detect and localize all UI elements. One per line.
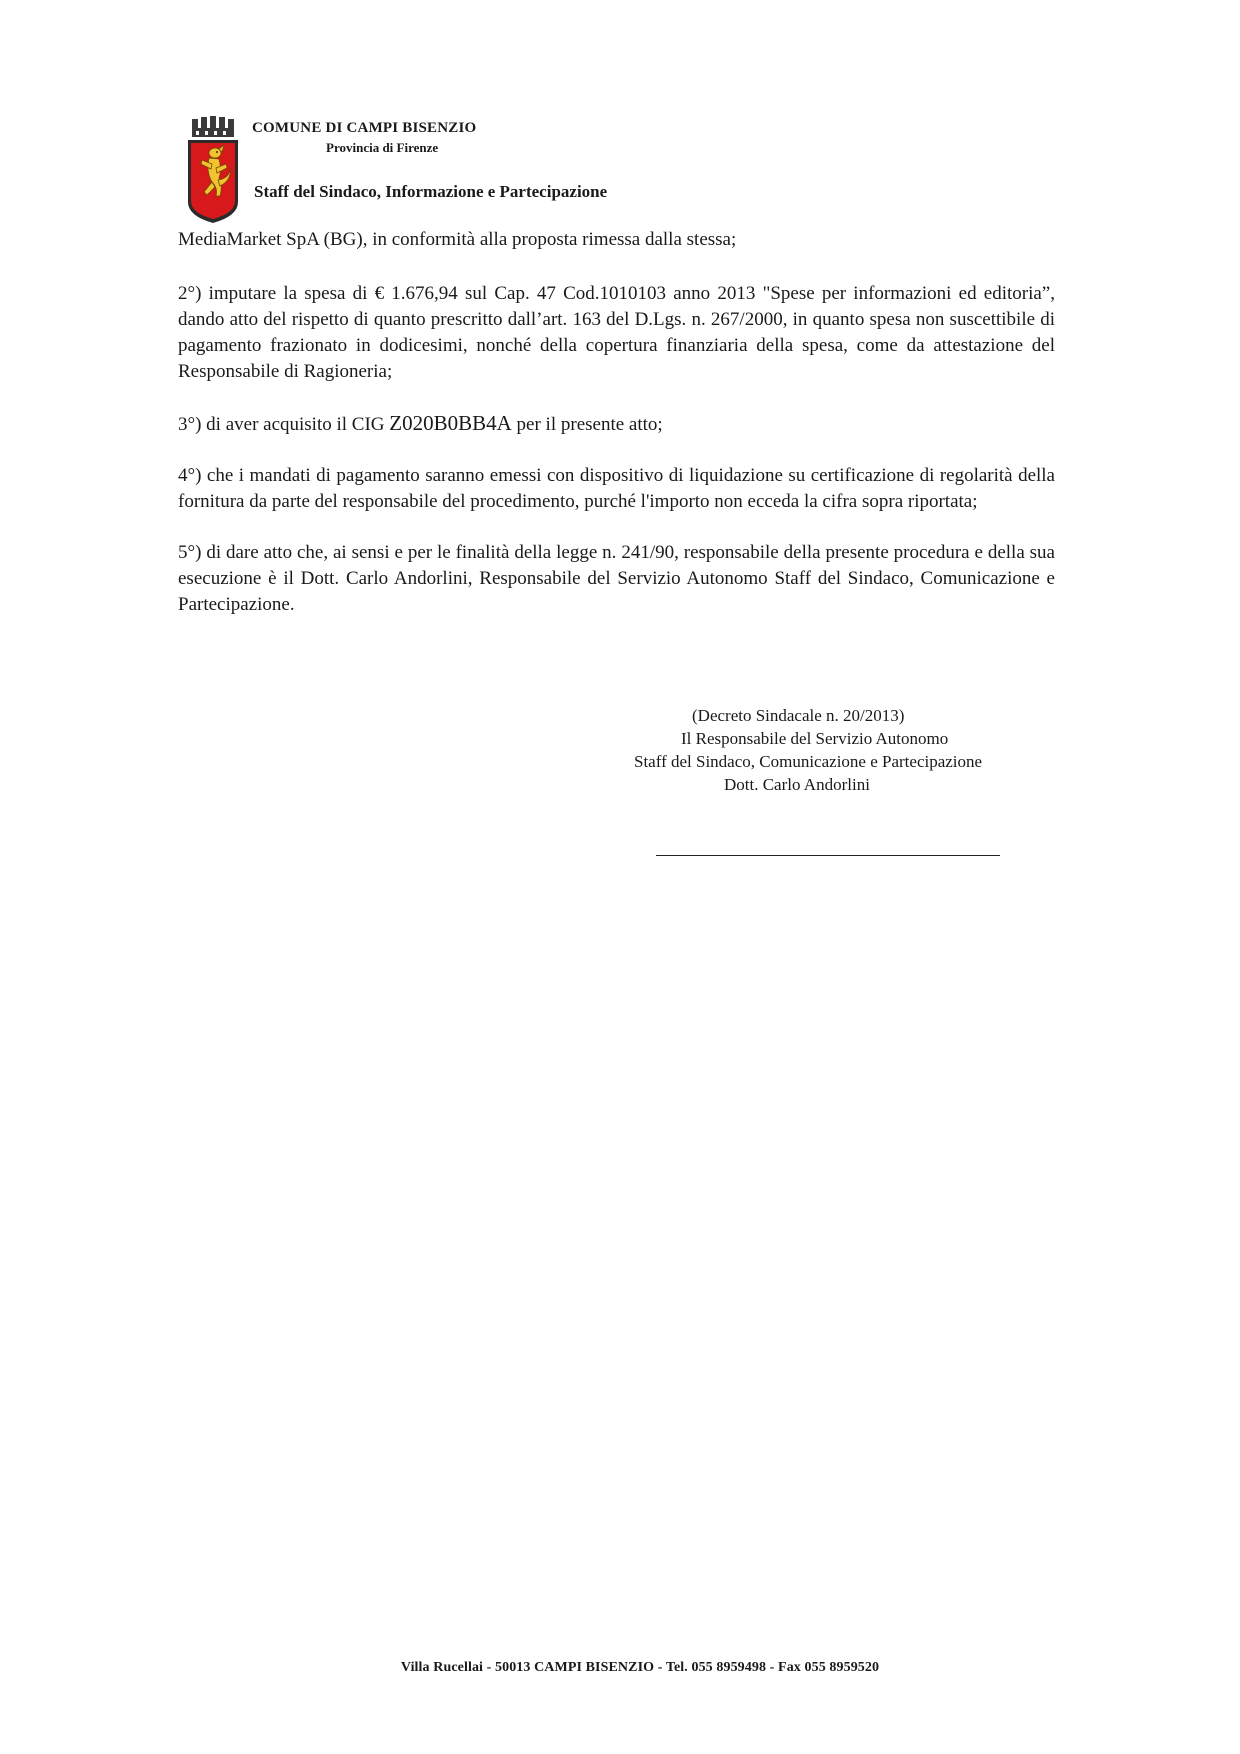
signature-office: Staff del Sindaco, Comunicazione e Partecipazione: [634, 752, 983, 771]
office-name: Staff del Sindaco, Informazione e Partecipazione: [254, 182, 608, 201]
paragraph-item-4: 4°) che i mandati di pagamento saranno emessi con dispositivo di liquidazione su certificazione di regolarità della fornitura da parte del responsabile del procedimento, purché l'importo non ecceda la cifra sopra riportata;: [178, 465, 1055, 512]
organization-name: COMUNE DI CAMPI BISENZIO: [252, 120, 477, 136]
cig-code: Z020B0BB4A: [389, 411, 512, 435]
signature-role: Il Responsabile del Servizio Autonomo: [681, 729, 949, 748]
letterhead: [186, 116, 746, 226]
coat-of-arms-icon: [186, 116, 240, 224]
paragraph-item-3: [178, 410, 1055, 438]
signature-name: Dott. Carlo Andorlini: [724, 775, 870, 794]
footer-address: [0, 1660, 1240, 1676]
paragraph-item-5: 5°) di dare atto che, ai sensi e per le finalità della legge n. 241/90, responsabile della presente procedura e della sua esecuzione è il Dott. Carlo Andorlini, Responsabile del Servizio Autonomo Staff del Sindaco, Comunicazione e Partecipazione.: [178, 542, 1055, 615]
paragraph-item-2: 2°) imputare la spesa di € 1.676,94 sul Cap. 47 Cod.1010103 anno 2013 "Spese per informazioni ed editoria”, dando atto del rispetto di quanto prescritto dall’art. 163 del D.Lgs. n. 267/2000, in quanto spesa non suscettibile di pagamento frazionato in dodicesimi, nonché della copertura finanziaria della spesa, come da attestazione del Responsabile di Ragioneria;: [178, 283, 1055, 382]
signature-block: [560, 704, 1055, 796]
footer-address-text: Villa Rucellai - 50013 CAMPI BISENZIO - Tel. 055 8959498 - Fax 055 8959520: [400, 1660, 880, 1675]
signature-line: [656, 855, 1000, 856]
intro-paragraph: MediaMarket SpA (BG), in conformità alla proposta rimessa dalla stessa;: [178, 229, 737, 250]
item-3-suffix: per il presente atto;: [511, 414, 663, 435]
signature-decree: (Decreto Sindacale n. 20/2013): [692, 706, 905, 725]
item-3-prefix: 3°) di aver acquisito il CIG: [178, 414, 390, 435]
document-body: [178, 227, 1055, 643]
organization-province: Provincia di Firenze: [326, 140, 439, 155]
